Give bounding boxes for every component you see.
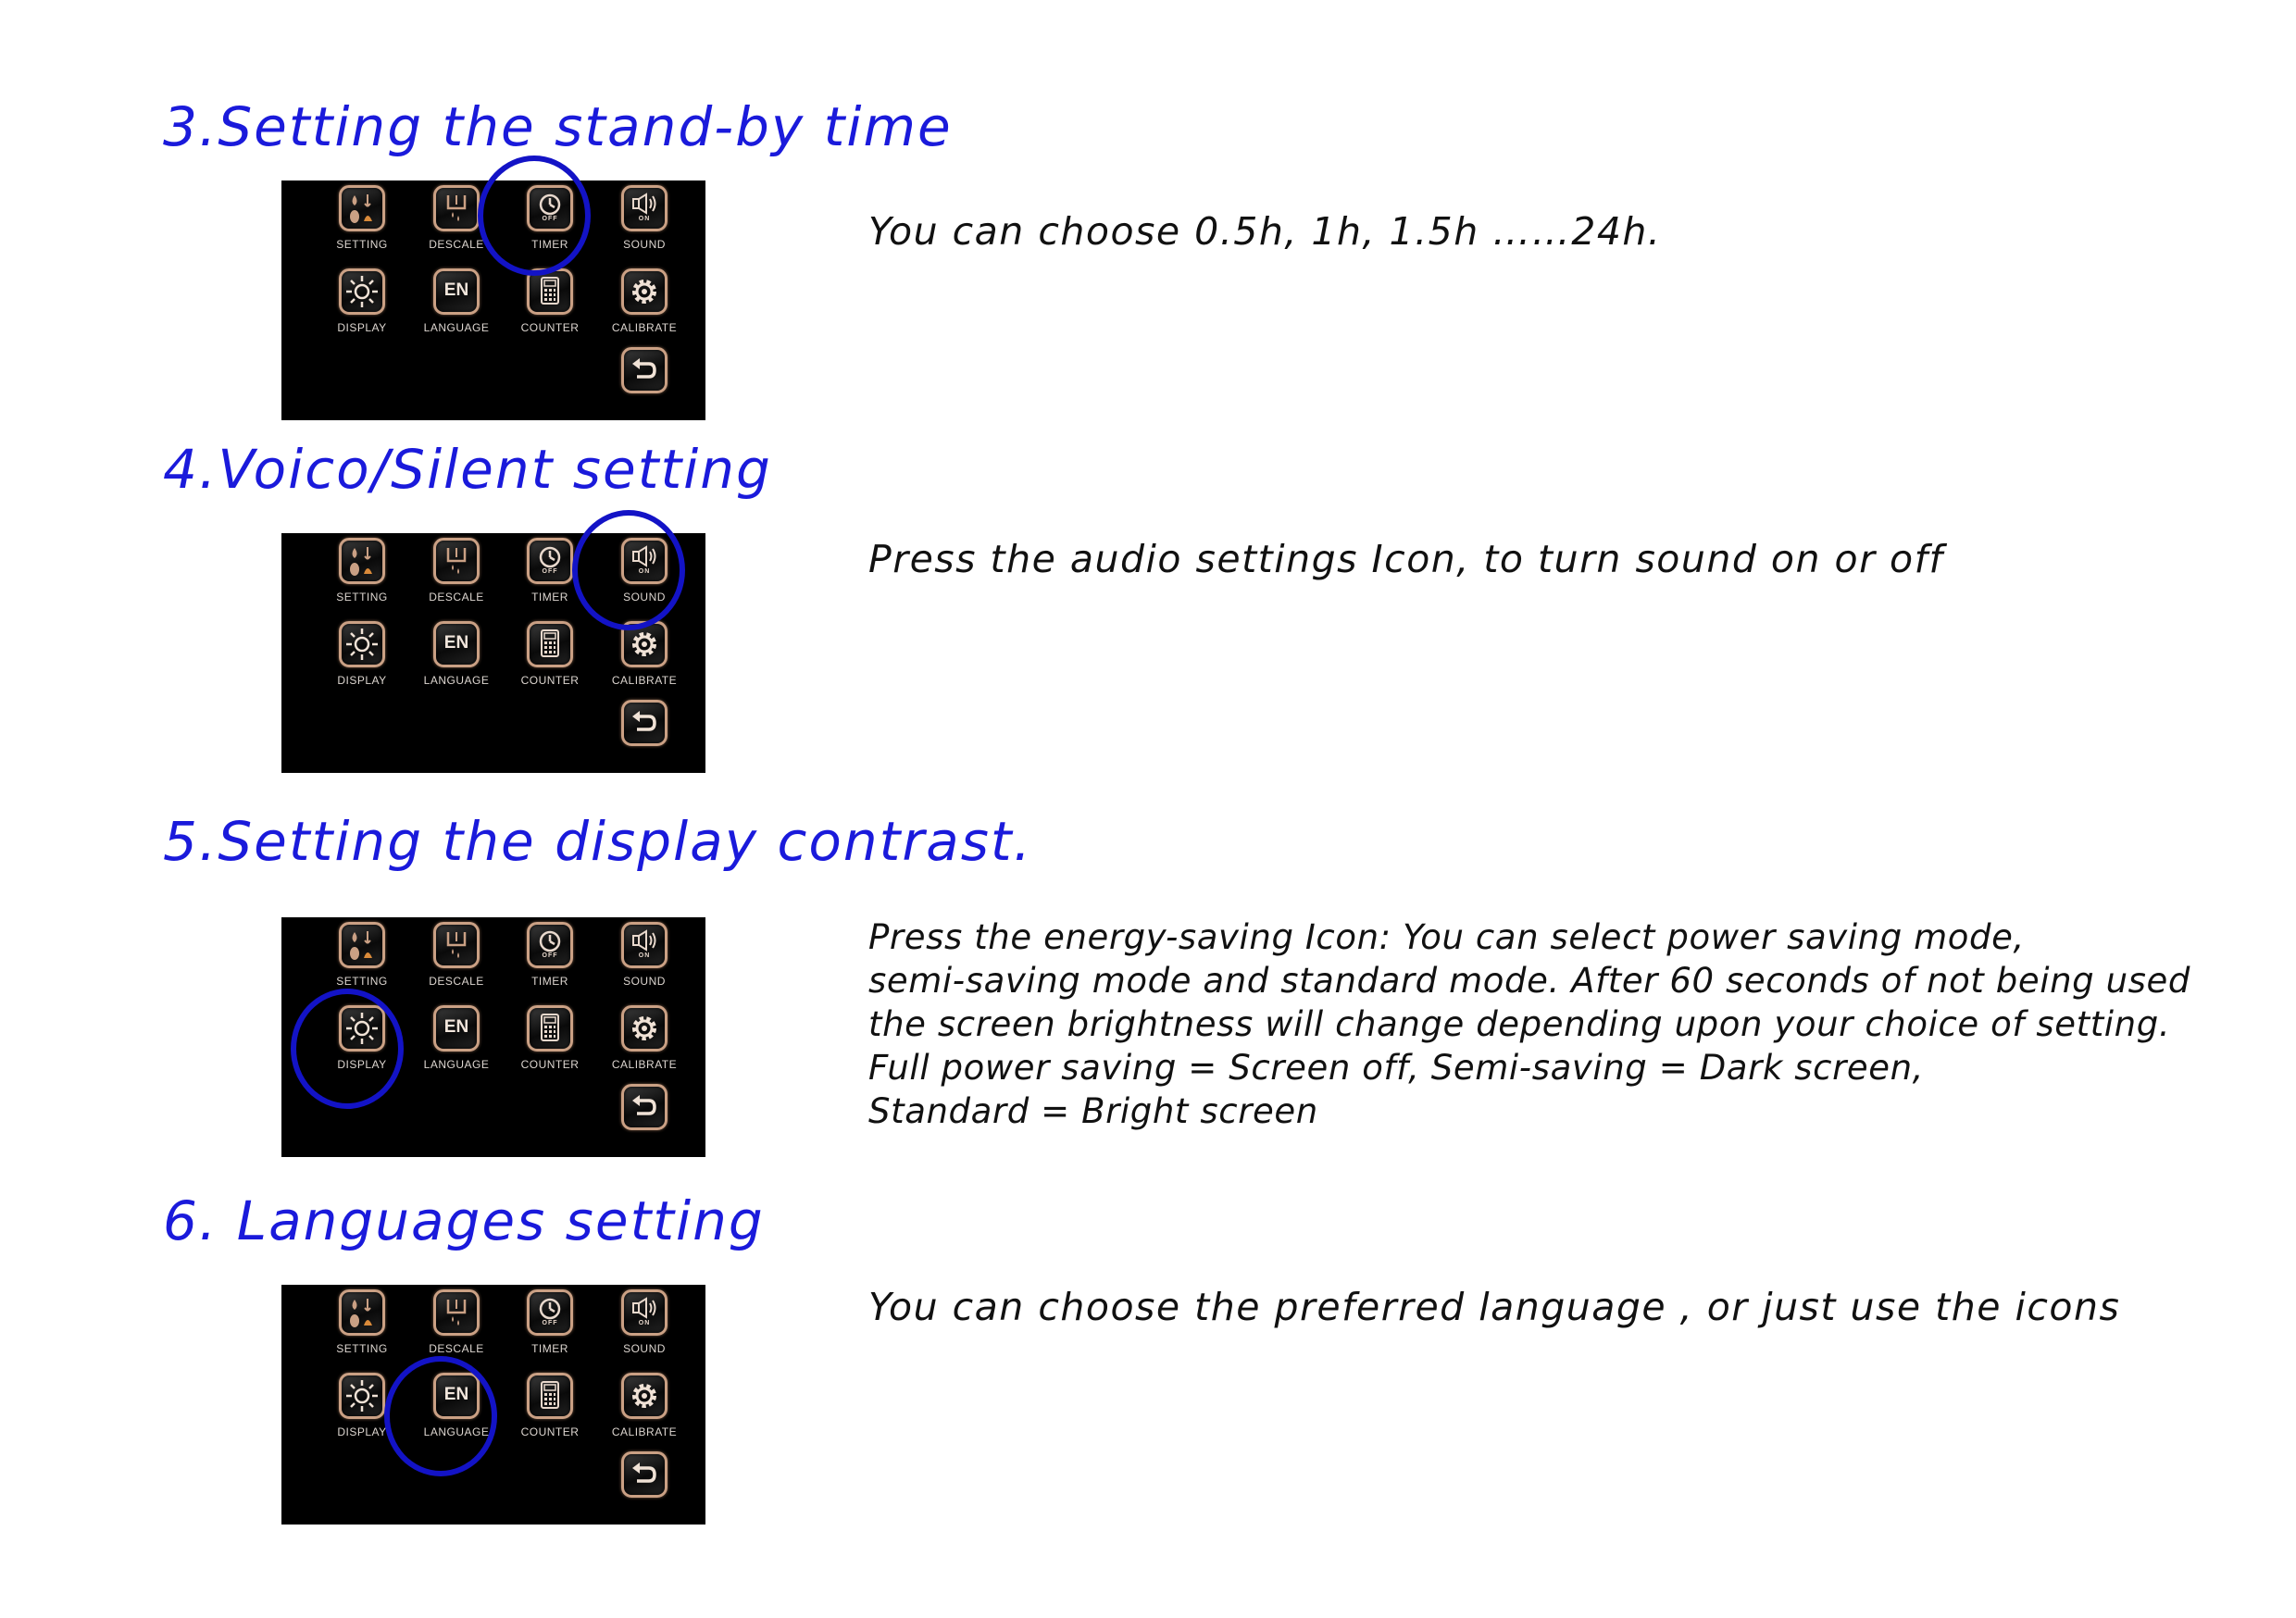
display-button[interactable]	[339, 268, 385, 315]
section-heading-voice-silent: 4.Voico/Silent setting	[163, 438, 772, 501]
menu-item-label: LANGUAGE	[423, 1425, 490, 1438]
menu-item-language[interactable]	[413, 1003, 496, 1087]
menu-item-label: DISPLAY	[337, 321, 387, 334]
highlight-circle	[572, 510, 685, 630]
setting-button[interactable]	[339, 538, 385, 584]
calibrate-button[interactable]	[621, 1005, 668, 1052]
menu-item-sound[interactable]	[601, 1288, 684, 1371]
menu-item-label: SOUND	[623, 1342, 666, 1355]
menu-item-counter[interactable]	[506, 267, 590, 350]
section-description	[868, 915, 2190, 1133]
sound-status-badge: ON	[638, 1320, 651, 1326]
timer-status-badge: OFF	[542, 568, 558, 575]
timer-status-badge: OFF	[542, 1320, 558, 1326]
timer-status-badge: OFF	[542, 952, 558, 959]
highlight-circle	[384, 1356, 497, 1476]
menu-item-language[interactable]	[413, 267, 496, 350]
menu-item-label: COUNTER	[520, 321, 580, 334]
menu-item-calibrate[interactable]	[601, 1371, 684, 1454]
timer-button[interactable]	[527, 1289, 573, 1336]
description-line: semi-saving mode and standard mode. After 60 seconds of not being used	[868, 961, 2190, 1001]
descale-button[interactable]	[433, 538, 480, 584]
menu-item-label: COUNTER	[520, 1425, 580, 1438]
counter-button[interactable]	[527, 1005, 573, 1052]
back-button[interactable]	[621, 1451, 668, 1498]
setting-button[interactable]	[339, 185, 385, 231]
sound-button[interactable]	[621, 922, 668, 968]
menu-item-counter[interactable]	[506, 1003, 590, 1087]
display-button[interactable]	[339, 1373, 385, 1419]
menu-item-label: COUNTER	[520, 674, 580, 687]
menu-item-label: DESCALE	[429, 591, 484, 604]
language-button[interactable]	[433, 268, 480, 315]
menu-item-label: SETTING	[336, 1342, 388, 1355]
menu-item-label: TIMER	[531, 1342, 568, 1355]
menu-screen-panel	[281, 917, 705, 1157]
calibrate-button[interactable]	[621, 268, 668, 315]
menu-item-timer[interactable]	[506, 1288, 590, 1371]
section-description	[868, 209, 1661, 254]
description-line: Press the audio settings Icon, to turn sound on or off	[868, 537, 1944, 581]
language-code-text: EN	[443, 1385, 469, 1404]
section-description	[868, 1285, 2120, 1329]
menu-item-label: SETTING	[336, 238, 388, 251]
menu-item-label: TIMER	[531, 975, 568, 988]
display-button[interactable]	[339, 621, 385, 667]
description-line: You can choose 0.5h, 1h, 1.5h ……24h.	[868, 209, 1662, 254]
description-line: Full power saving = Screen off, Semi-saving = Dark screen,	[868, 1048, 1925, 1088]
menu-item-back[interactable]	[601, 698, 684, 781]
menu-item-label: DISPLAY	[337, 1425, 387, 1438]
menu-item-back[interactable]	[601, 345, 684, 429]
menu-item-label: CALIBRATE	[611, 1058, 678, 1071]
section-heading-standby: 3.Setting the stand-by time	[163, 95, 953, 158]
language-code-text: EN	[443, 280, 469, 300]
description-line: Press the energy-saving Icon: You can select power saving mode,	[868, 917, 2025, 957]
setting-button[interactable]	[339, 1289, 385, 1336]
menu-item-descale[interactable]	[413, 536, 496, 619]
menu-item-label: DESCALE	[429, 1342, 484, 1355]
menu-screen-panel	[281, 180, 705, 420]
menu-item-timer[interactable]	[506, 920, 590, 1003]
menu-item-label: DISPLAY	[337, 1058, 387, 1071]
menu-item-calibrate[interactable]	[601, 619, 684, 703]
menu-item-label: DESCALE	[429, 238, 484, 251]
highlight-circle	[478, 156, 591, 276]
menu-item-counter[interactable]	[506, 1371, 590, 1454]
sound-status-badge: ON	[638, 568, 651, 575]
descale-button[interactable]	[433, 922, 480, 968]
menu-item-label: DISPLAY	[337, 674, 387, 687]
sound-button[interactable]	[621, 185, 668, 231]
description-line: Standard = Bright screen	[868, 1091, 1318, 1131]
menu-item-language[interactable]	[413, 619, 496, 703]
menu-item-back[interactable]	[601, 1082, 684, 1165]
timer-button[interactable]	[527, 922, 573, 968]
section-heading-display-contrast: 5.Setting the display contrast.	[163, 810, 1033, 873]
sound-button[interactable]	[621, 1289, 668, 1336]
menu-item-label: DESCALE	[429, 975, 484, 988]
setting-button[interactable]	[339, 922, 385, 968]
menu-item-label: SETTING	[336, 591, 388, 604]
timer-status-badge: OFF	[542, 216, 558, 222]
menu-item-counter[interactable]	[506, 619, 590, 703]
menu-item-display[interactable]	[318, 267, 402, 350]
menu-item-setting[interactable]	[318, 1288, 402, 1371]
menu-item-sound[interactable]	[601, 920, 684, 1003]
timer-button[interactable]	[527, 538, 573, 584]
counter-button[interactable]	[527, 1373, 573, 1419]
menu-item-back[interactable]	[601, 1450, 684, 1533]
menu-item-setting[interactable]	[318, 536, 402, 619]
description-line: the screen brightness will change depending upon your choice of setting.	[868, 1004, 2171, 1044]
menu-item-display[interactable]	[318, 619, 402, 703]
description-line: You can choose the preferred language , or just use the icons	[868, 1285, 2121, 1329]
menu-item-label: CALIBRATE	[611, 1425, 678, 1438]
menu-item-label: SOUND	[623, 591, 666, 604]
menu-item-label: TIMER	[531, 238, 568, 251]
back-button[interactable]	[621, 347, 668, 393]
sound-status-badge: ON	[638, 952, 651, 959]
calibrate-button[interactable]	[621, 1373, 668, 1419]
language-code-text: EN	[443, 633, 469, 653]
menu-item-label: LANGUAGE	[423, 1058, 490, 1071]
language-button[interactable]	[433, 621, 480, 667]
back-button[interactable]	[621, 700, 668, 746]
section-description	[868, 537, 1943, 581]
descale-button[interactable]	[433, 1289, 480, 1336]
menu-item-label: SETTING	[336, 975, 388, 988]
menu-screen-panel	[281, 533, 705, 773]
section-heading-languages: 6. Languages setting	[163, 1189, 765, 1252]
menu-screen-panel	[281, 1285, 705, 1525]
language-code-text: EN	[443, 1017, 469, 1037]
menu-item-label: COUNTER	[520, 1058, 580, 1071]
descale-button[interactable]	[433, 185, 480, 231]
sound-status-badge: ON	[638, 216, 651, 222]
highlight-circle	[291, 989, 404, 1109]
menu-item-sound[interactable]	[601, 183, 684, 267]
menu-item-descale[interactable]	[413, 920, 496, 1003]
menu-item-label: SOUND	[623, 238, 666, 251]
menu-item-label: CALIBRATE	[611, 674, 678, 687]
menu-item-setting[interactable]	[318, 183, 402, 267]
menu-item-label: TIMER	[531, 591, 568, 604]
language-button[interactable]	[433, 1005, 480, 1052]
menu-item-label: LANGUAGE	[423, 674, 490, 687]
menu-item-calibrate[interactable]	[601, 267, 684, 350]
menu-item-label: CALIBRATE	[611, 321, 678, 334]
menu-item-label: LANGUAGE	[423, 321, 490, 334]
counter-button[interactable]	[527, 621, 573, 667]
menu-item-calibrate[interactable]	[601, 1003, 684, 1087]
menu-item-label: SOUND	[623, 975, 666, 988]
back-button[interactable]	[621, 1084, 668, 1130]
